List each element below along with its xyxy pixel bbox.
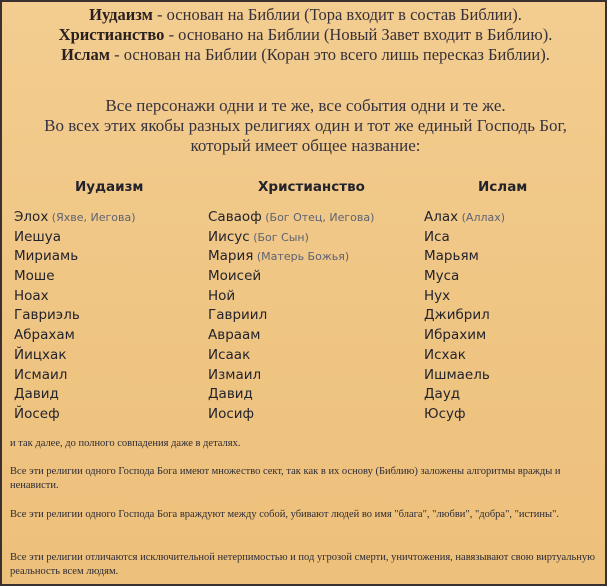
name-text: Мириамь — [14, 248, 79, 265]
intro-line-islam — [2, 45, 607, 64]
name-row — [14, 346, 136, 366]
name-row — [14, 405, 136, 425]
intro-text: - основано на Библии (Новый Завет входит в Библию). — [164, 25, 553, 44]
name-row — [208, 228, 374, 248]
name-text: Ишмаель — [424, 366, 490, 383]
name-text: Иешуа — [14, 228, 62, 245]
name-row — [424, 247, 505, 267]
name-text: Авраам — [208, 327, 261, 344]
note-paragraph: Все эти религии одного Господа Бога враждуют между собой, убивают людей во имя "блага", "любви", "добра", "истины". — [10, 509, 559, 520]
name-text: Марьям — [424, 248, 479, 265]
name-row — [14, 267, 136, 287]
names-column-islam — [424, 208, 505, 425]
name-row — [208, 346, 374, 366]
name-row — [14, 247, 136, 267]
name-row — [14, 287, 136, 307]
name-text: Алах — [424, 209, 459, 225]
alt-name-text: (Бог Сын) — [249, 230, 309, 244]
name-row — [208, 366, 374, 386]
name-row — [14, 208, 136, 228]
intro-term: Христианство — [58, 25, 165, 44]
name-text: Муса — [424, 268, 460, 285]
column-header-islam: Ислам — [478, 179, 528, 195]
name-text: Измаил — [208, 366, 262, 383]
intro-line-judaism — [2, 5, 607, 24]
name-text: Моисей — [208, 268, 262, 285]
name-text: Абрахам — [14, 327, 75, 344]
name-text: Элох — [14, 209, 49, 225]
name-row — [208, 405, 374, 425]
name-text: Исмаил — [14, 366, 68, 383]
name-text: Дауд — [424, 386, 461, 403]
name-text: Ной — [208, 287, 236, 304]
paragraph-line: Все персонажи одни и те же, все события одни и те же. — [105, 96, 506, 115]
name-row — [208, 247, 374, 267]
name-text: Исхак — [424, 346, 466, 363]
note-paragraph: Все эти религии отличаются исключительной нетерпимостью и под угрозой смерти, уничтожения, навязывают свою виртуальную реальность всем людям. — [10, 552, 595, 577]
intro-text: - основан на Библии (Коран это всего лишь пересказ Библии). — [110, 45, 550, 64]
name-row — [424, 306, 505, 326]
name-text: Моше — [14, 268, 55, 285]
intro-term: Ислам — [61, 45, 111, 64]
intro-text: - основан на Библии (Тора входит в состав Библии). — [152, 5, 522, 24]
name-row — [14, 385, 136, 405]
name-text: Давид — [14, 386, 59, 403]
name-text: Гавриил — [208, 307, 268, 324]
name-row — [14, 366, 136, 386]
column-header-christianity: Христианство — [258, 179, 365, 195]
note-paragraph: Все эти религии одного Господа Бога имеют множество сект, так как в их основу (Библию) заложены алгоритмы вражды и ненависти. — [10, 466, 561, 491]
name-row — [208, 208, 374, 228]
paragraph-line: который имеет общее название: — [190, 136, 421, 155]
name-text: Ноах — [14, 287, 49, 304]
name-text: Иосиф — [208, 405, 255, 422]
name-text: Юсуф — [424, 405, 466, 422]
name-text: Ибрахим — [424, 327, 487, 344]
name-text: Гавриэль — [14, 307, 80, 324]
name-text: Давид — [208, 386, 253, 403]
names-column-judaism — [14, 208, 136, 425]
alt-name-text: (Матерь Божья) — [253, 250, 350, 264]
name-text: Саваоф — [208, 209, 262, 225]
intro-line-christianity — [2, 25, 607, 44]
name-text: Йицхак — [14, 346, 67, 363]
name-text: Нух — [424, 287, 451, 304]
note-line: и так далее, до полного совпадения даже в деталях. — [10, 438, 241, 449]
name-row — [424, 405, 505, 425]
name-row — [208, 385, 374, 405]
name-row — [424, 326, 505, 346]
name-text: Иса — [424, 228, 450, 245]
name-row — [208, 326, 374, 346]
name-row — [208, 306, 374, 326]
name-row — [14, 326, 136, 346]
name-row — [208, 267, 374, 287]
name-row — [424, 385, 505, 405]
name-row — [424, 366, 505, 386]
paragraph-line: Во всех этих якобы разных религиях один и тот же единый Господь Бог, — [44, 116, 567, 135]
name-text: Мария — [208, 248, 254, 265]
name-text: Иисус — [208, 228, 250, 245]
alt-name-text: (Аллах) — [458, 211, 506, 224]
name-row — [424, 228, 505, 248]
name-text: Джибрил — [424, 307, 490, 324]
name-text: Исаак — [208, 346, 251, 363]
name-row — [424, 346, 505, 366]
name-row — [208, 287, 374, 307]
name-text: Йосеф — [14, 405, 60, 422]
alt-name-text: (Бог Отец, Иегова) — [261, 211, 375, 224]
names-column-christianity — [208, 208, 374, 425]
name-row — [424, 208, 505, 228]
name-row — [14, 228, 136, 248]
name-row — [14, 306, 136, 326]
alt-name-text: (Яхве, Иегова) — [48, 211, 136, 224]
name-row — [424, 287, 505, 307]
name-row — [424, 267, 505, 287]
column-header-judaism: Иудаизм — [75, 179, 144, 195]
intro-term: Иудаизм — [89, 5, 153, 24]
